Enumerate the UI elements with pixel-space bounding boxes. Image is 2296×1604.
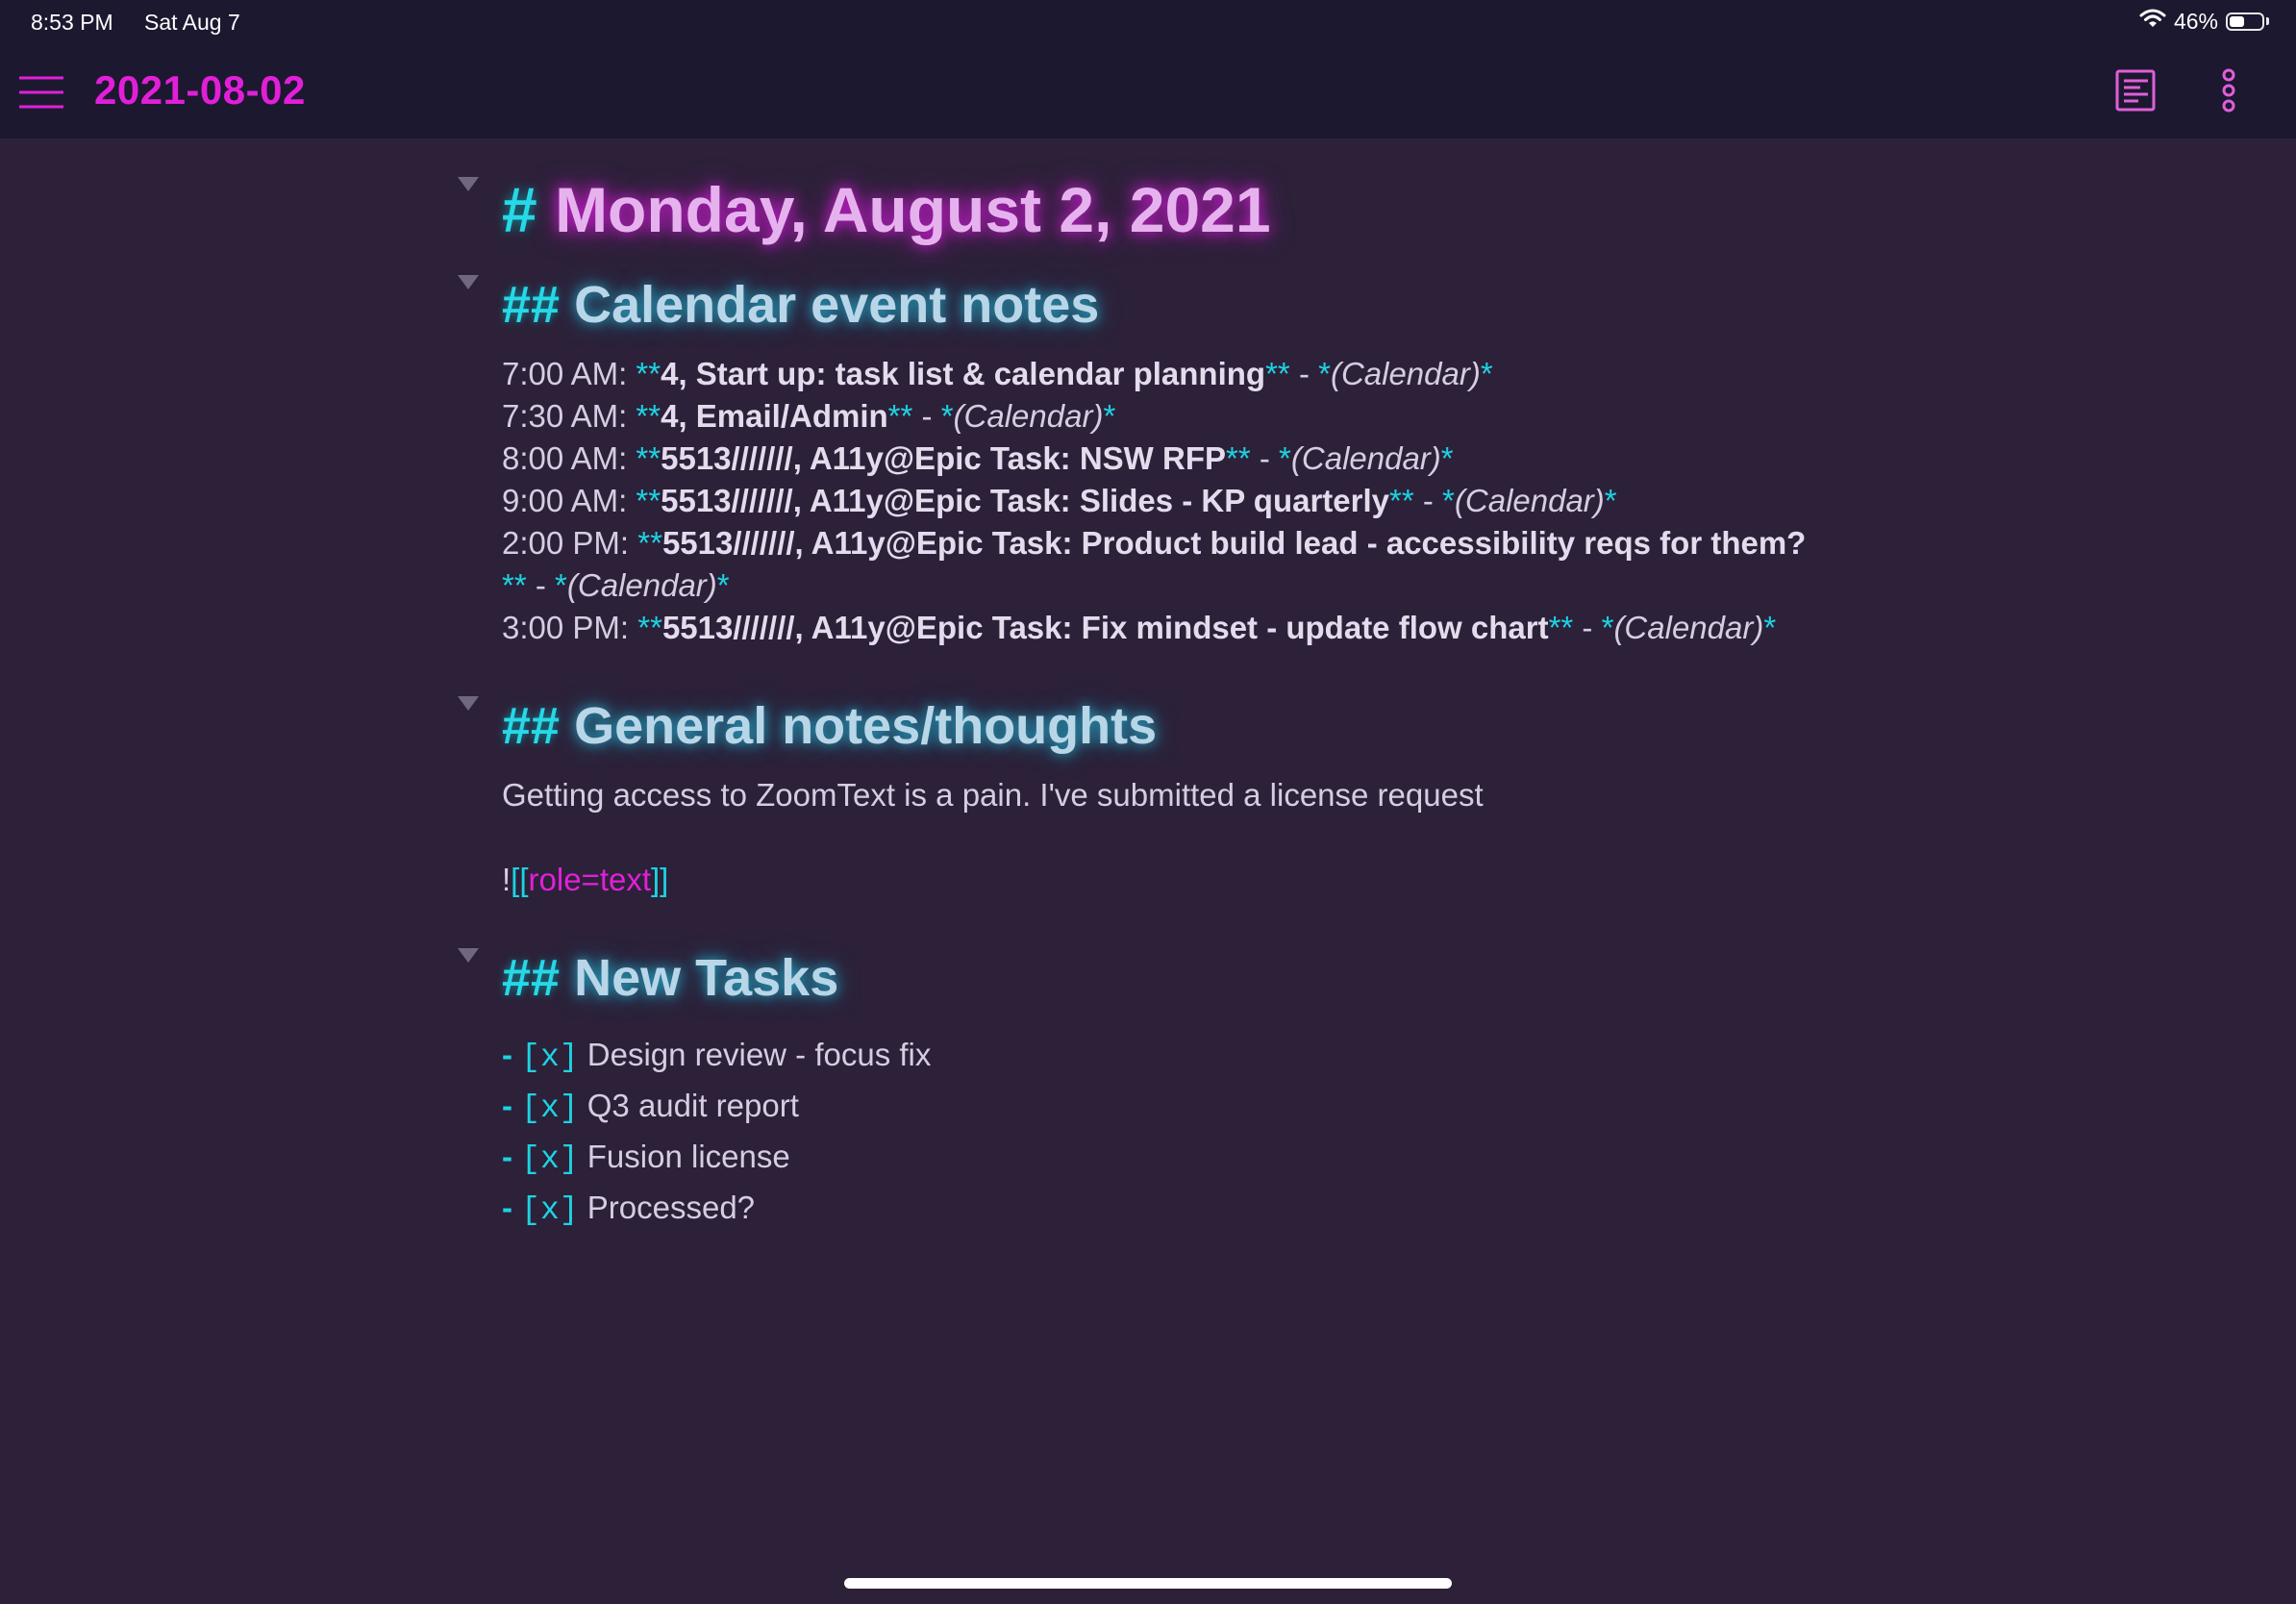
italic-mark: * bbox=[1318, 356, 1331, 391]
italic-mark: * bbox=[1442, 483, 1455, 518]
calendar-event-continuation bbox=[502, 567, 730, 604]
embed-close-bracket: ]] bbox=[651, 862, 669, 897]
embed-link[interactable] bbox=[502, 862, 668, 898]
fold-toggle-h1[interactable] bbox=[458, 177, 479, 191]
heading-1 bbox=[502, 173, 1271, 246]
separator: - bbox=[535, 567, 546, 603]
bold-mark: ** bbox=[636, 483, 661, 518]
bold-mark: ** bbox=[1265, 356, 1290, 391]
event-time: 7:00 AM: bbox=[502, 356, 628, 391]
separator: - bbox=[1259, 440, 1270, 476]
battery-icon bbox=[2226, 13, 2264, 31]
italic-mark: * bbox=[1440, 440, 1454, 476]
heading-1-mark: # bbox=[502, 174, 537, 245]
task-dash: - bbox=[502, 1037, 512, 1072]
fold-toggle-calendar[interactable] bbox=[458, 275, 479, 289]
heading-1-text: Monday, August 2, 2021 bbox=[555, 174, 1271, 245]
task-checkbox[interactable]: [x] bbox=[521, 1040, 579, 1075]
event-time: 9:00 AM: bbox=[502, 483, 628, 518]
event-time: 7:30 AM: bbox=[502, 398, 628, 434]
separator: - bbox=[1298, 356, 1310, 391]
hamburger-icon[interactable] bbox=[19, 76, 63, 109]
wifi-icon bbox=[2139, 8, 2166, 35]
separator: - bbox=[921, 398, 933, 434]
embed-target[interactable]: role=text bbox=[528, 862, 652, 897]
task-label: Q3 audit report bbox=[586, 1088, 799, 1123]
task-item[interactable] bbox=[502, 1088, 799, 1126]
task-dash: - bbox=[502, 1139, 512, 1174]
event-time: 2:00 PM: bbox=[502, 525, 630, 561]
bold-mark: ** bbox=[636, 356, 661, 391]
status-bar bbox=[0, 0, 2296, 44]
status-date: Sat Aug 7 bbox=[144, 10, 240, 35]
calendar-event bbox=[502, 483, 1617, 519]
heading-tasks bbox=[502, 948, 838, 1008]
italic-mark: * bbox=[1103, 398, 1116, 434]
separator: - bbox=[1422, 483, 1434, 518]
heading-general-text: General notes/thoughts bbox=[574, 697, 1158, 755]
italic-mark: * bbox=[1480, 356, 1493, 391]
battery-level bbox=[2230, 16, 2244, 27]
general-paragraph: Getting access to ZoomText is a pain. I've submitted a license request bbox=[502, 777, 1484, 813]
task-item[interactable] bbox=[502, 1190, 755, 1228]
bold-mark: ** bbox=[636, 398, 661, 434]
italic-mark: * bbox=[555, 567, 567, 603]
italic-mark: * bbox=[1279, 440, 1291, 476]
status-indicators bbox=[2139, 8, 2269, 35]
page-title: 2021-08-02 bbox=[94, 67, 306, 113]
nav-bar bbox=[0, 44, 2296, 138]
document-outline-icon[interactable] bbox=[2115, 69, 2158, 113]
event-source: (Calendar) bbox=[1454, 483, 1605, 518]
fold-toggle-general[interactable] bbox=[458, 696, 479, 711]
calendar-event bbox=[502, 356, 1493, 392]
bold-mark: ** bbox=[637, 610, 662, 645]
battery-tip bbox=[2266, 17, 2269, 25]
task-label: Processed? bbox=[586, 1190, 756, 1225]
bold-mark: ** bbox=[1389, 483, 1414, 518]
event-time: 3:00 PM: bbox=[502, 610, 630, 645]
heading-calendar-mark: ## bbox=[502, 276, 561, 334]
calendar-event bbox=[502, 610, 1776, 646]
task-dash: - bbox=[502, 1190, 512, 1225]
bold-mark: ** bbox=[1226, 440, 1251, 476]
task-item[interactable] bbox=[502, 1139, 790, 1177]
calendar-event bbox=[502, 440, 1454, 477]
bold-mark: ** bbox=[636, 440, 661, 476]
event-title: 5513///////, A11y@Epic Task: Product build lead - accessibility reqs for them? bbox=[661, 525, 1807, 561]
italic-mark: * bbox=[1604, 483, 1617, 518]
event-source: (Calendar) bbox=[1613, 610, 1764, 645]
event-title: 4, Email/Admin bbox=[661, 398, 888, 434]
bold-mark: ** bbox=[887, 398, 913, 434]
italic-mark: * bbox=[1763, 610, 1777, 645]
fold-toggle-tasks[interactable] bbox=[458, 948, 479, 963]
heading-calendar-text: Calendar event notes bbox=[574, 276, 1100, 334]
heading-general bbox=[502, 696, 1157, 756]
heading-calendar bbox=[502, 275, 1099, 335]
markdown-editor[interactable] bbox=[0, 138, 2296, 1581]
embed-bang: ! bbox=[502, 862, 512, 897]
event-time: 8:00 AM: bbox=[502, 440, 628, 476]
bold-mark: ** bbox=[637, 525, 662, 561]
event-title: 5513///////, A11y@Epic Task: NSW RFP bbox=[661, 440, 1227, 476]
event-source: (Calendar) bbox=[566, 567, 717, 603]
home-indicator[interactable] bbox=[844, 1578, 1452, 1589]
task-checkbox[interactable]: [x] bbox=[521, 1192, 579, 1228]
more-vertical-icon[interactable] bbox=[2219, 67, 2238, 115]
embed-open-bracket: [[ bbox=[511, 862, 529, 897]
bold-mark: ** bbox=[502, 567, 527, 603]
task-checkbox[interactable]: [x] bbox=[521, 1141, 579, 1177]
calendar-event bbox=[502, 398, 1115, 435]
italic-mark: * bbox=[940, 398, 954, 434]
status-time: 8:53 PM bbox=[31, 10, 113, 35]
task-item[interactable] bbox=[502, 1037, 931, 1075]
heading-general-mark: ## bbox=[502, 697, 561, 755]
battery-percent: 46% bbox=[2173, 8, 2218, 34]
event-source: (Calendar) bbox=[1330, 356, 1481, 391]
bold-mark: ** bbox=[1548, 610, 1574, 645]
heading-tasks-text: New Tasks bbox=[574, 949, 839, 1007]
italic-mark: * bbox=[716, 567, 730, 603]
event-source: (Calendar) bbox=[1290, 440, 1441, 476]
task-label: Design review - focus fix bbox=[586, 1037, 932, 1072]
event-source: (Calendar) bbox=[953, 398, 1104, 434]
calendar-event bbox=[502, 525, 1806, 562]
separator: - bbox=[1582, 610, 1593, 645]
task-label: Fusion license bbox=[586, 1139, 790, 1174]
heading-tasks-mark: ## bbox=[502, 949, 561, 1007]
event-title: 5513///////, A11y@Epic Task: Slides - KP quarterly bbox=[661, 483, 1390, 518]
italic-mark: * bbox=[1601, 610, 1614, 645]
event-title: 5513///////, A11y@Epic Task: Fix mindset - update flow chart bbox=[661, 610, 1549, 645]
task-dash: - bbox=[502, 1088, 512, 1123]
event-title: 4, Start up: task list & calendar planning bbox=[661, 356, 1266, 391]
task-checkbox[interactable]: [x] bbox=[521, 1090, 579, 1126]
